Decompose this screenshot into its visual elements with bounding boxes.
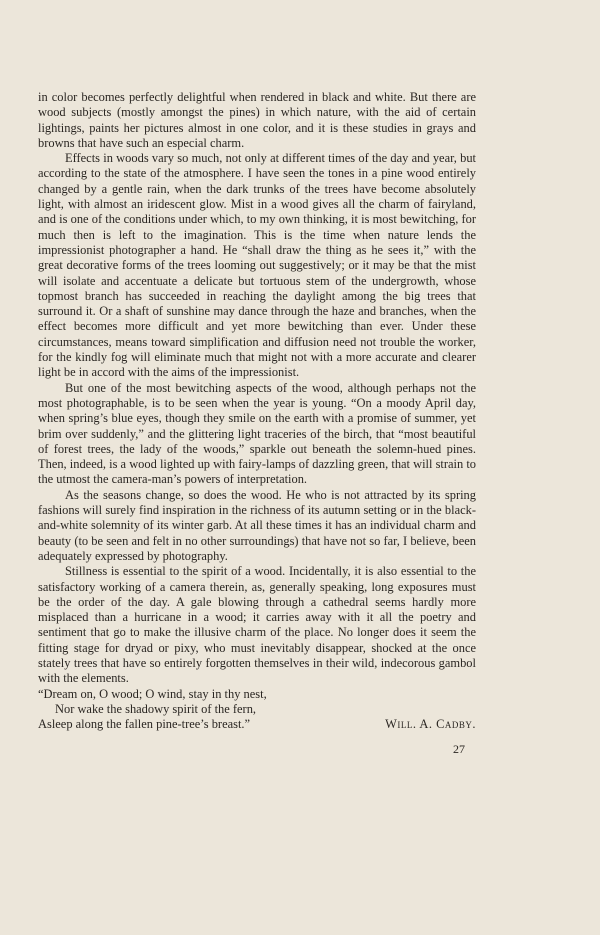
paragraph: Effects in woods vary so much, not only at different times of the day and year, but according to the state of the atmosphere. I have seen the tones in a pine wood entirely changed by a gentle rain, when the dark trunks of the trees have become absolutely light, with almost an iridescent glow. Mist in a wood gives all the charm of fairyland, and is one of the conditions under which, to my own thinking, it is most bewitching, for much then is left to the imagination. This is the time when nature lends the impressionist photographer a hand. He “shall draw the thing as he sees it,” with the great decorative forms of the trees looming out suggestively; or it may be that the mist will isolate and accentuate a delicate but tortuous stem of the undergrowth, whose topmost branch has succeeded in reaching the daylight among the big trees that surround it. Or a shaft of sunshine may dance through the haze and branches, when the effect becomes more difficult and yet more bewitching than ever. Under these circumstances, means toward simplification and diffusion need not trouble the worker, for the kindly fog will eliminate much that might not with a more accurate and clearer light be in accord with the aims of the impressionist. [38, 151, 476, 380]
poem-line-last [38, 717, 476, 732]
poem-line: Nor wake the shadowy spirit of the fern, [55, 701, 257, 716]
article-body [38, 90, 476, 732]
paragraph: But one of the most bewitching aspects of the wood, although perhaps not the most photographable, is to be seen when the year is young. “On a moody April day, when spring’s blue eyes, though they smile on the earth with a promise of summer, yet brim over suddenly,” and the glittering light traceries of the birch, that “most beautiful of forest trees, the lady of the woods,” sparkle out beneath the solemn-hued pines. Then, indeed, is a wood lighted up with fairy-lamps of dazzling green, that will strain to the utmost the camera-man’s powers of interpretation. [38, 380, 476, 487]
paragraph: Stillness is essential to the spirit of a wood. Incidentally, it is also essential to the satisfactory working of a camera therein, as, generally speaking, long exposures must be the order of the day. A gale blowing through a cathedral seems hardly more misplaced than a hurricane in a wood; it carries away with it all the poetry and sentiment that go to make the illusive charm of the place. No longer does it seem the fitting stage for dryad or pixy, who must inevitably disappear, shocked at the once stately trees that have so entirely forgotten themselves in their wild, indecorous gambol with the elements. [38, 564, 476, 686]
poem-line: “Dream on, O wood; O wind, stay in thy nest, [38, 686, 267, 701]
page-number: 27 [453, 742, 465, 756]
poem-quote [38, 687, 476, 733]
poem-line-text: Asleep along the fallen pine-tree’s breast.” [38, 717, 251, 732]
paragraph: in color becomes perfectly delightful when rendered in black and white. But there are wood subjects (mostly amongst the pines) in which nature, with the aid of certain lightings, paints her pictures almost in one color, and it is these studies in grays and browns that have such an especial charm. [38, 90, 476, 150]
paragraph: As the seasons change, so does the wood. He who is not attracted by its spring fashions will surely find inspiration in the richness of its autumn setting or in the black-and-white solemnity of its winter garb. At all these times it has an individual charm and beauty (to be seen and felt in no other surroundings) that have not so far, I believe, been adequately expressed by photography. [38, 487, 476, 563]
author-signature: Will. A. Cadby. [385, 717, 476, 732]
